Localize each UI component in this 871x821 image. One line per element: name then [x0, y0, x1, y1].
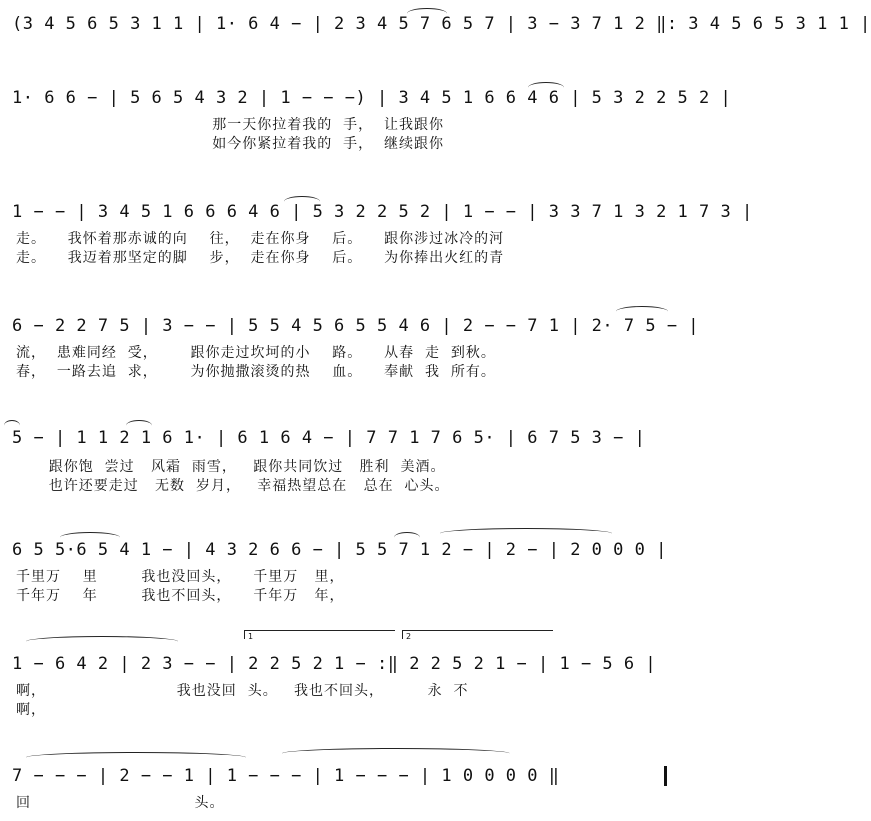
volta-bracket-2 — [402, 630, 553, 639]
notation-row-7: 1 − 6 4 2 | 2 3 − − | 2 2 5 2 1 − :‖ 2 2 5 2 1 − | 1 − 5 6 | — [12, 654, 657, 674]
lyric-row-7-verse-1: 啊， 我也没回 头。 我也不回头， 永 不 — [16, 683, 469, 699]
notation-row-5: 5 − | 1 1 2 1 6 1· | 6 1 6 4 − | 7 7 1 7 6 5· | 6 7 5 3 − | — [12, 428, 646, 448]
slur — [26, 636, 178, 647]
final-barline — [664, 766, 667, 786]
lyric-row-4-verse-1: 流， 患难同经 受， 跟你走过坎坷的小 路。 从春 走 到秋。 — [16, 345, 496, 361]
lyric-row-5-verse-1: 跟你饱 尝过 风霜 雨雪， 跟你共同饮过 胜利 美酒。 — [16, 459, 446, 475]
notation-row-6: 6 5 5·6 5 4 1 − | 4 3 2 6 6 − | 5 5 7 1 2 − | 2 − | 2 0 0 0 | — [12, 540, 667, 560]
slur — [4, 420, 20, 431]
lyric-row-4-verse-2: 春， 一路去追 求， 为你抛撒滚烫的热 血。 奉献 我 所有。 — [16, 364, 496, 380]
slur — [407, 8, 447, 19]
notation-row-4: 6 − 2 2 7 5 | 3 − − | 5 5 4 5 6 5 5 4 6 | 2 − − 7 1 | 2· 7 5 − | — [12, 316, 700, 336]
notation-row-8: 7 − − − | 2 − − 1 | 1 − − − | 1 − − − | 1 0 0 0 0 ‖ — [12, 766, 560, 786]
lyric-row-8-verse-1: 回 头。 — [16, 795, 225, 811]
slur — [394, 532, 420, 543]
volta-bracket-1 — [244, 630, 395, 639]
lyric-row-3-verse-2: 走。 我迈着那坚定的脚 步， 走在你身 后。 为你捧出火红的青 — [16, 250, 505, 266]
lyric-row-6-verse-2: 千年万 年 我也不回头， 千年万 年， — [16, 588, 345, 604]
slur — [440, 528, 612, 539]
volta-label-2: 2 — [406, 632, 412, 641]
notation-row-3: 1 − − | 3 4 5 1 6 6 6 4 6 | 5 3 2 2 5 2 | 1 − − | 3 3 7 1 3 2 1 7 3 | — [12, 202, 753, 222]
lyric-row-6-verse-1: 千里万 里 我也没回头， 千里万 里， — [16, 569, 345, 585]
slur — [616, 306, 668, 317]
slur — [282, 748, 510, 759]
slur — [60, 532, 120, 543]
slur — [528, 82, 564, 93]
lyric-row-3-verse-1: 走。 我怀着那赤诚的向 往， 走在你身 后。 跟你涉过冰冷的河 — [16, 231, 505, 247]
notation-row-1: (3 4 5 6 5 3 1 1 | 1· 6 4 − | 2 3 4 5 7 6 5 7 | 3 − 3 7 1 2 ‖: 3 4 5 6 5 3 1 1 | — [12, 14, 871, 34]
volta-label-1: 1 — [248, 632, 254, 641]
slur — [284, 196, 320, 207]
lyric-row-2-verse-2: 如今你紧拉着我的 手， 继续跟你 — [16, 136, 445, 152]
slur — [26, 752, 246, 763]
notation-row-2: 1· 6 6 − | 5 6 5 4 3 2 | 1 − − −) | 3 4 5 1 6 6 4 6 | 5 3 2 2 5 2 | — [12, 88, 732, 108]
slur — [126, 420, 152, 431]
lyric-row-7-verse-2: 啊， — [16, 702, 46, 718]
lyric-row-2-verse-1: 那一天你拉着我的 手， 让我跟你 — [16, 117, 445, 133]
lyric-row-5-verse-2: 也许还要走过 无数 岁月， 幸福热望总在 总在 心头。 — [16, 478, 450, 494]
